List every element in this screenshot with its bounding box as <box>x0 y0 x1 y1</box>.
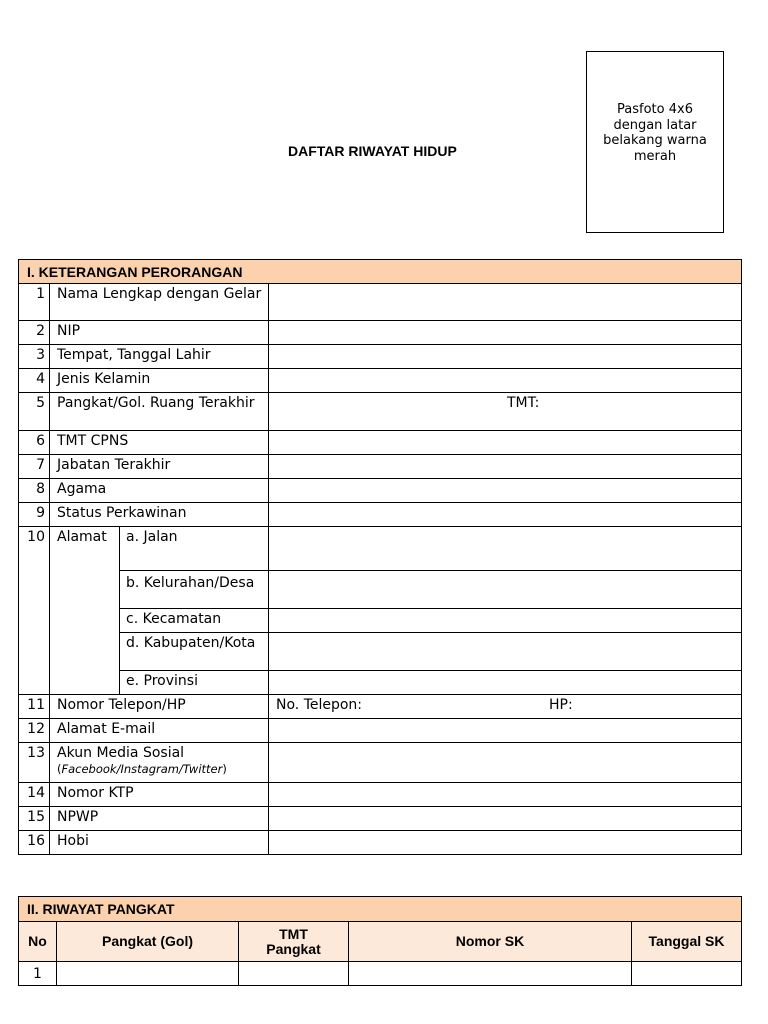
value-cell[interactable] <box>269 345 742 369</box>
social-note: Facebook/Instagram/Twitter <box>61 762 223 776</box>
value-cell[interactable] <box>269 719 742 743</box>
table-row: 13 Akun Media Sosial (Facebook/Instagram/Twitter) <box>19 743 742 783</box>
value-cell[interactable] <box>239 962 349 986</box>
table-row: 14 Nomor KTP <box>19 783 742 807</box>
value-cell[interactable] <box>269 783 742 807</box>
table-row: 12 Alamat E-mail <box>19 719 742 743</box>
value-cell[interactable] <box>269 431 742 455</box>
table-row: 8 Agama <box>19 479 742 503</box>
table-row: 3 Tempat, Tanggal Lahir <box>19 345 742 369</box>
value-cell[interactable] <box>269 743 742 783</box>
value-cell[interactable] <box>269 633 742 671</box>
value-cell[interactable] <box>632 962 742 986</box>
table-row: 10 Alamat a. Jalan <box>19 527 742 571</box>
rank-history-table <box>18 896 742 986</box>
personal-info-table <box>18 259 742 855</box>
value-cell[interactable] <box>349 962 632 986</box>
phone-label: No. Telepon: <box>276 697 363 713</box>
col-header-sk-date: Tanggal SK <box>632 922 742 962</box>
value-cell[interactable] <box>269 609 742 633</box>
table-row: 6 TMT CPNS <box>19 431 742 455</box>
value-cell[interactable] <box>269 369 742 393</box>
value-cell[interactable] <box>269 503 742 527</box>
table-row: 11 Nomor Telepon/HP No. Telepon: HP: <box>19 695 742 719</box>
table-row: 1 <box>19 962 742 986</box>
table-row: 1 Nama Lengkap dengan Gelar <box>19 284 742 321</box>
page-title: DAFTAR RIWAYAT HIDUP <box>288 143 457 159</box>
tmt-label: TMT: <box>507 395 540 411</box>
table-row: c. Kecamatan <box>19 609 742 633</box>
table-row: 2 NIP <box>19 321 742 345</box>
hp-label: HP: <box>549 697 573 713</box>
value-cell[interactable] <box>269 284 742 321</box>
table-row: e. Provinsi <box>19 671 742 695</box>
value-cell[interactable] <box>269 807 742 831</box>
value-cell[interactable] <box>269 831 742 855</box>
header-row <box>19 922 742 962</box>
col-header-tmt: TMT Pangkat <box>239 922 349 962</box>
value-cell[interactable] <box>269 527 742 571</box>
table-row: 15 NPWP <box>19 807 742 831</box>
value-cell[interactable] <box>269 393 742 431</box>
col-header-no: No <box>19 922 57 962</box>
value-cell[interactable] <box>57 962 239 986</box>
photo-note: Pasfoto 4x6 dengan latar belakang warna merah <box>603 102 707 164</box>
social-label: Akun Media Sosial <box>57 745 185 761</box>
value-cell[interactable] <box>269 455 742 479</box>
table-row: d. Kabupaten/Kota <box>19 633 742 671</box>
table-row: 16 Hobi <box>19 831 742 855</box>
table-row: 4 Jenis Kelamin <box>19 369 742 393</box>
col-header-sk-number: Nomor SK <box>349 922 632 962</box>
value-cell[interactable] <box>269 321 742 345</box>
col-header-rank: Pangkat (Gol) <box>57 922 239 962</box>
table-row: 7 Jabatan Terakhir <box>19 455 742 479</box>
value-cell[interactable] <box>269 479 742 503</box>
table-row: b. Kelurahan/Desa <box>19 571 742 609</box>
value-cell[interactable] <box>269 571 742 609</box>
value-cell[interactable] <box>269 695 742 719</box>
table-row: 5 Pangkat/Gol. Ruang Terakhir TMT: <box>19 393 742 431</box>
photo-placeholder <box>586 51 724 233</box>
value-cell[interactable] <box>269 671 742 695</box>
table-row: 9 Status Perkawinan <box>19 503 742 527</box>
section-heading: II. RIWAYAT PANGKAT <box>19 897 742 922</box>
section-heading: I. KETERANGAN PERORANGAN <box>19 260 742 284</box>
